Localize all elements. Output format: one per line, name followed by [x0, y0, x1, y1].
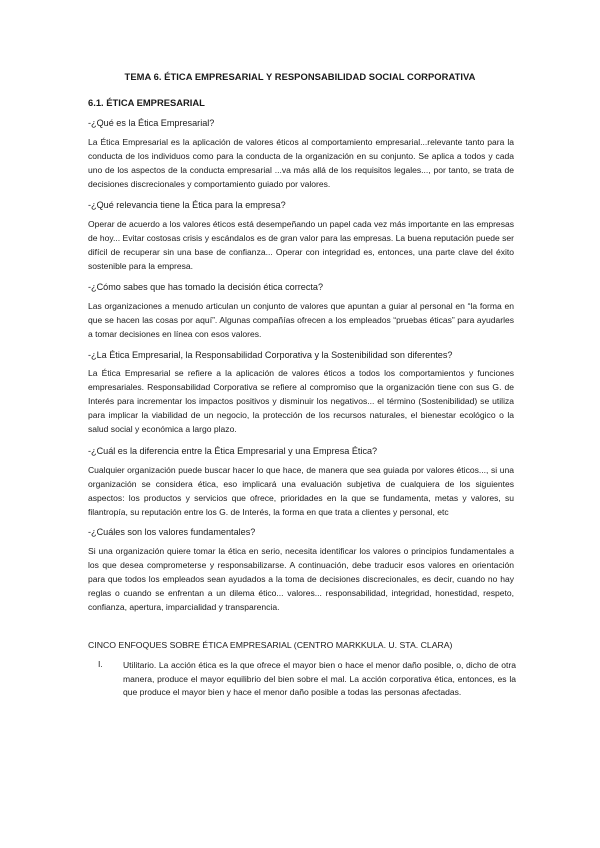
- document-title: TEMA 6. ÉTICA EMPRESARIAL Y RESPONSABILIDAD SOCIAL CORPORATIVA: [124, 71, 476, 82]
- answer-paragraph: La Ética Empresarial es la aplicación de valores éticos al comportamiento empresarial...relevante tanto para la conducta de los individuos como para la conducta de la organización en su conjunto. Se aplica a todos y cada uno de los aspectos de la conducta empresarial ...va más allá de los requisitos legales..., por tanto, se trata de decisiones discrecionales y comportamiento guiado por valores.: [88, 137, 514, 189]
- question-heading: -¿Cómo sabes que has tomado la decisión ética correcta?: [88, 282, 324, 292]
- answer-paragraph: Cualquier organización puede buscar hacer lo que hace, de manera que sea guiada por valores éticos..., si una organización se considera ética, eso implicará una evaluación subjetiva de cualquiera de los siguientes aspectos: los productos y servicios que ofrece, prioridades en la que se fundamenta, metas y valores, su filantropía, su reputación entre los G. de Interés, la forma en que trata a clientes y personal, etc: [88, 465, 514, 517]
- answer-paragraph: Operar de acuerdo a los valores éticos está desempeñando un papel cada vez más importante en las empresas de hoy... Evitar costosas crisis y escándalos es de gran valor para las empresas. La buena reputación puede ser difícil de recuperar sin una base de confianza... Operar con integridad es, entonces, una parte clave del éxito sostenible para la empresa.: [88, 219, 514, 271]
- question-heading: -¿Qué relevancia tiene la Ética para la empresa?: [88, 200, 286, 210]
- section-heading: 6.1. ÉTICA EMPRESARIAL: [88, 97, 205, 108]
- enfoque-numeral: I.: [98, 659, 103, 669]
- answer-paragraph: La Ética Empresarial se refiere a la aplicación de valores éticos a todos los comportamientos y funciones empresariales. Responsabilidad Corporativa se refiere al compromiso que la organización tiene con sus G. de Interés para incrementar los impactos positivos y disminuir los negativos... el término (Sostenibilidad) se utiliza para implicar la viabilidad de un negocio, la protección de los recursos naturales, el bienestar ecológico o la salud social y económica a largo plazo.: [88, 368, 514, 434]
- question-heading: -¿Cuáles son los valores fundamentales?: [88, 527, 256, 537]
- question-heading: -¿Cuál es la diferencia entre la Ética Empresarial y una Empresa Ética?: [88, 446, 378, 456]
- question-heading: -¿Qué es la Ética Empresarial?: [88, 118, 215, 128]
- answer-paragraph: Las organizaciones a menudo articulan un conjunto de valores que apuntan a guiar al personal en “la forma en que se hacen las cosas por aquí”. Algunas compañías ofrecen a los empleados “pruebas éticas” para ayudarles a tomar decisiones en línea con esos valores.: [88, 301, 514, 339]
- enfoque-text: Utilitario. La acción ética es la que ofrece el mayor bien o hace el menor daño posible, o, dicho de otra manera, produce el mayor equilibrio del bien sobre el mal. La acción corporativa ética, entonces, es la que produce el mayor bien y hace el menor daño posible a todas las personas afectadas.: [123, 660, 516, 698]
- answer-paragraph: Si una organización quiere tomar la ética en serio, necesita identificar los valores o principios fundamentales a los que desea comprometerse y responsabilizarse. A continuación, debe traducir esos valores en orientación para que todos los empleados sean ayudados a la toma de decisiones discrecionales, es decir, cuando no hay reglas o cuando se enfrentan a un dilema ético... valores... responsabilidad, integridad, honestidad, respeto, confianza, apertura, imparcialidad y transparencia.: [88, 546, 514, 612]
- enfoques-heading: CINCO ENFOQUES SOBRE ÉTICA EMPRESARIAL (CENTRO MARKKULA. U. STA. CLARA): [88, 640, 453, 650]
- question-heading: -¿La Ética Empresarial, la Responsabilidad Corporativa y la Sostenibilidad son diferentes?: [88, 350, 453, 360]
